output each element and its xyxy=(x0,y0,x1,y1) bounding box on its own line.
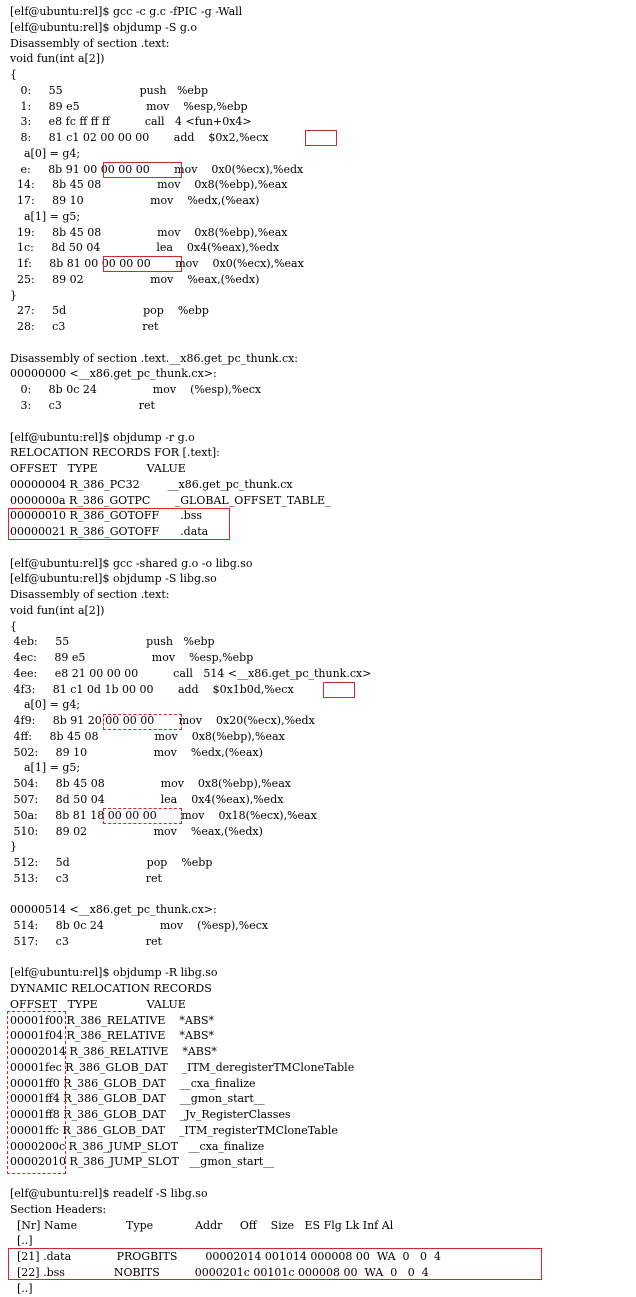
terminal-line: 14: 8b 45 08 mov 0x8(%ebp),%eax xyxy=(10,178,288,192)
terminal-line: 3: e8 fc ff ff ff call 4 <fun+0x4> xyxy=(10,115,252,129)
terminal-line: DYNAMIC RELOCATION RECORDS xyxy=(10,982,212,996)
terminal-line: e: 8b 91 00 00 00 00 mov 0x0(%ecx),%edx xyxy=(10,162,304,176)
terminal-line: 507: 8d 50 04 lea 0x4(%eax),%edx xyxy=(10,793,284,806)
highlight-offset-20 xyxy=(103,714,182,730)
terminal-line: 512: 5d pop %ebp xyxy=(10,856,213,870)
terminal-line: 510: 89 02 mov %eax,(%edx) xyxy=(10,824,263,838)
terminal-line: OFFSET TYPE VALUE xyxy=(10,462,186,476)
terminal-line: 8: 81 c1 02 00 00 00 add $0x2,%ecx xyxy=(10,131,269,145)
terminal-line: a[0] = g4; xyxy=(10,698,81,712)
terminal-line: Disassembly of section .text: xyxy=(10,36,170,50)
terminal-line: [..] xyxy=(10,1281,33,1295)
terminal-line: 0000000a R_386_GOTPC _GLOBAL_OFFSET_TABLE_ xyxy=(10,493,331,507)
terminal-line: [elf@ubuntu:rel]$ objdump -S libg.so xyxy=(10,572,217,586)
terminal-line: 00000514 <__x86.get_pc_thunk.cx>: xyxy=(10,903,217,917)
highlight-gotoff-records xyxy=(8,508,230,540)
terminal-line: 504: 8b 45 08 mov 0x8(%ebp),%eax xyxy=(10,777,291,791)
terminal-line: 00000004 R_386_PC32 __x86.get_pc_thunk.cx xyxy=(10,477,293,491)
terminal-line: 17: 89 10 mov %edx,(%eax) xyxy=(10,194,260,208)
terminal-line: [elf@ubuntu:rel]$ objdump -R libg.so xyxy=(10,966,218,980)
terminal-line: 00001fec R_386_GLOB_DAT _ITM_deregisterTMCloneTable xyxy=(10,1060,355,1074)
terminal-line: 0000200c R_386_JUMP_SLOT __cxa_finalize xyxy=(10,1139,265,1153)
terminal-line: 513: c3 ret xyxy=(10,871,162,885)
terminal-line: void fun(int a[2]) xyxy=(10,52,105,66)
terminal-line: 00001f00 R_386_RELATIVE *ABS* xyxy=(10,1013,214,1027)
terminal-line: Disassembly of section .text: xyxy=(10,588,170,602)
terminal-line: 50a: 8b 81 18 00 00 00 mov 0x18(%ecx),%eax xyxy=(10,808,317,822)
terminal-line: 19: 8b 45 08 mov 0x8(%ebp),%eax xyxy=(10,225,288,239)
highlight-zero-bytes-2 xyxy=(103,256,182,272)
terminal-line: OFFSET TYPE VALUE xyxy=(10,997,186,1011)
terminal-line: 4f3: 81 c1 0d 1b 00 00 add $0x1b0d,%ecx xyxy=(10,682,294,696)
terminal-line: 4eb: 55 push %ebp xyxy=(10,635,215,649)
terminal-line: a[1] = g5; xyxy=(10,761,81,775)
terminal-line: 517: c3 ret xyxy=(10,934,162,948)
terminal-line: a[0] = g4; xyxy=(10,146,81,160)
terminal-line: Section Headers: xyxy=(10,1202,107,1216)
terminal-line: a[1] = g5; xyxy=(10,209,81,223)
terminal-line: } xyxy=(10,288,17,302)
terminal-line: 0: 8b 0c 24 mov (%esp),%ecx xyxy=(10,383,262,397)
terminal-line: 4f9: 8b 91 20 00 00 00 mov 0x20(%ecx),%edx xyxy=(10,714,315,728)
terminal-line: { xyxy=(10,619,17,633)
terminal-line: 1c: 8d 50 04 lea 0x4(%eax),%edx xyxy=(10,241,280,255)
terminal-line: 1f: 8b 81 00 00 00 00 mov 0x0(%ecx),%eax xyxy=(10,257,304,271)
terminal-line: [elf@ubuntu:rel]$ objdump -r g.o xyxy=(10,430,195,444)
terminal-line: 502: 89 10 mov %edx,(%eax) xyxy=(10,745,263,759)
terminal-line: 27: 5d pop %ebp xyxy=(10,304,209,318)
terminal-line: 00001ff0 R_386_GLOB_DAT __cxa_finalize xyxy=(10,1076,256,1090)
terminal-line: [22] .bss NOBITS 0000201c 00101c 000008 00 WA 0 0 4 xyxy=(10,1265,429,1279)
terminal-line: 28: c3 ret xyxy=(10,320,159,334)
highlight-section-rows xyxy=(8,1248,542,1280)
terminal-line: [..] xyxy=(10,1234,33,1248)
terminal-line: [elf@ubuntu:rel]$ gcc -shared g.o -o libg.so xyxy=(10,556,253,570)
terminal-line: 4ec: 89 e5 mov %esp,%ebp xyxy=(10,651,254,665)
terminal-line: } xyxy=(10,840,17,854)
highlight-offset-18 xyxy=(103,808,182,824)
terminal-line: [elf@ubuntu:rel]$ objdump -S g.o xyxy=(10,20,198,34)
terminal-line: [21] .data PROGBITS 00002014 001014 000008 00 WA 0 0 4 xyxy=(10,1250,441,1264)
highlight-reloc-offsets xyxy=(7,1011,66,1174)
terminal-line: 3: c3 ret xyxy=(10,399,155,412)
terminal-line: 00002014 R_386_RELATIVE *ABS* xyxy=(10,1045,217,1059)
terminal-line: 25: 89 02 mov %eax,(%edx) xyxy=(10,272,260,286)
terminal-line: RELOCATION RECORDS FOR [.text]: xyxy=(10,446,220,460)
terminal-line: 00001ff8 R_386_GLOB_DAT _Jv_RegisterClasses xyxy=(10,1108,291,1122)
terminal-line: 4ee: e8 21 00 00 00 call 514 <__x86.get_pc_thunk.cx> xyxy=(10,666,372,680)
terminal-line: 00001ff4 R_386_GLOB_DAT __gmon_start__ xyxy=(10,1092,265,1106)
terminal-line: 514: 8b 0c 24 mov (%esp),%ecx xyxy=(10,919,269,933)
terminal-line: 00001f04 R_386_RELATIVE *ABS* xyxy=(10,1029,214,1043)
terminal-line: Disassembly of section .text.__x86.get_pc_thunk.cx: xyxy=(10,351,299,365)
terminal-line: [elf@ubuntu:rel]$ readelf -S libg.so xyxy=(10,1187,208,1200)
terminal-line: 1: 89 e5 mov %esp,%ebp xyxy=(10,99,248,113)
terminal-line: { xyxy=(10,68,17,82)
terminal-line: 00000010 R_386_GOTOFF .bss xyxy=(10,509,202,523)
terminal-line: 4ff: 8b 45 08 mov 0x8(%ebp),%eax xyxy=(10,729,285,743)
terminal-line: [Nr] Name Type Addr Off Size ES Flg Lk Inf Al xyxy=(10,1218,394,1232)
highlight-zero-bytes-1 xyxy=(103,162,182,178)
terminal-line: 0: 55 push %ebp xyxy=(10,83,208,97)
terminal-line: 00000000 <__x86.get_pc_thunk.cx>: xyxy=(10,367,217,381)
highlight-ecx-reg xyxy=(305,130,337,146)
terminal-line: void fun(int a[2]) xyxy=(10,603,105,617)
terminal-line: [elf@ubuntu:rel]$ gcc -c g.c -fPIC -g -Wall xyxy=(10,5,243,18)
highlight-ecx-reg-so xyxy=(323,682,355,698)
terminal-line: 00001ffc R_386_GLOB_DAT _ITM_registerTMCloneTable xyxy=(10,1123,338,1137)
terminal-line: 00000021 R_386_GOTOFF .data xyxy=(10,525,209,539)
terminal-line: 00002010 R_386_JUMP_SLOT __gmon_start__ xyxy=(10,1155,275,1169)
